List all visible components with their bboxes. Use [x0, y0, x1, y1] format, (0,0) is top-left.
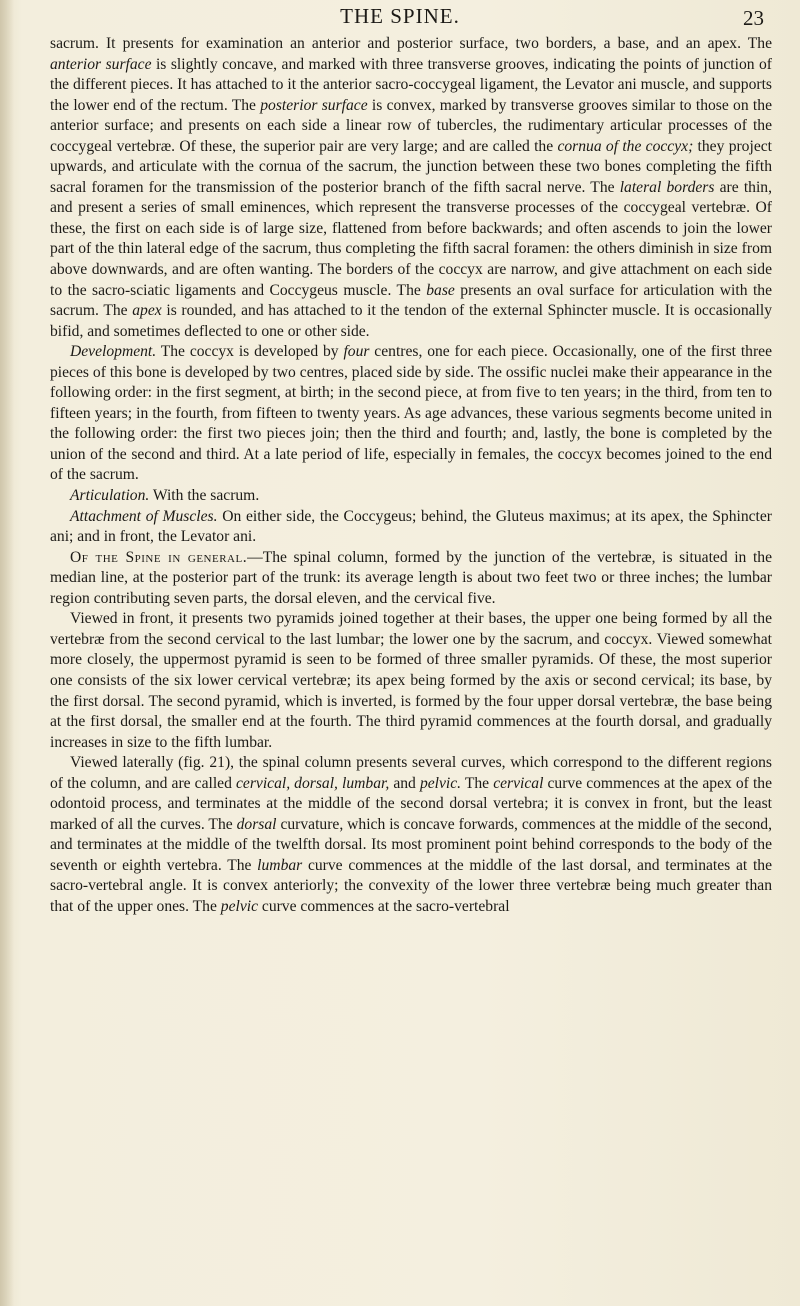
- text-run: curvature, which is concave forwards, commences at the middle of the second, and terminates at the middle of the twelfth dorsal. Its most prominent point behind corresponds to the body of the seventh or eighth vertebra. The: [50, 815, 772, 874]
- text-run: presents an oval surface for articulation with the sacrum. The: [50, 281, 772, 320]
- section-heading: Of the Spine in general.: [70, 548, 248, 566]
- text-run: Viewed in front, it presents two pyramids joined together at their bases, the upper one being formed by all the vertebræ from the second cervical to the last lumbar; the lower one by the sacrum, and coccyx. Viewed somewhat more closely, the uppermost pyramid is seen to be formed of three smaller pyramids. Of these, the most superior one consists of the six lower cervical vertebræ; its apex being formed by the axis or second cervical; its base, by the first dorsal. The second pyramid, which is inverted, is formed by the four upper dorsal vertebræ, the base being at the first dorsal, the smaller end at the fourth. The third pyramid commences at the fourth dorsal, and gradually increases in size to the fifth lumbar.: [50, 610, 772, 751]
- italic-term: cervical: [493, 774, 544, 792]
- paragraph-heading: Development.: [70, 343, 157, 361]
- italic-term: dorsal: [236, 815, 277, 833]
- text-run: Viewed laterally (fig. 21), the spinal column presents several curves, which correspond to the different regions of the column, and are called: [50, 754, 772, 792]
- italic-term: anterior surface: [50, 55, 152, 73]
- text-run: sacrum. It presents for examination an anterior and posterior surface, two borders, a base, and an apex. The: [50, 35, 772, 52]
- italic-term: posterior surface: [260, 96, 368, 114]
- text-run: they project upwards, and articulate with the cornua of the sacrum, the junction between these two bones completing the fifth sacral foramen for the transmission of the posterior branch of the fifth sacral nerve. The: [50, 137, 772, 196]
- italic-term: apex: [132, 302, 162, 320]
- text-run: and: [389, 774, 420, 792]
- italic-term: pelvic: [220, 897, 258, 915]
- text-run: The coccyx is developed by: [156, 343, 344, 361]
- paragraph: [50, 609, 772, 753]
- italic-term: lumbar: [257, 856, 303, 874]
- paragraph: [50, 507, 772, 548]
- paragraph-heading: Articulation.: [70, 487, 150, 505]
- text-run: curve commences at the apex of the odontoid process, and terminates at the middle of the second dorsal vertebra; it is convex in front, but the least marked of all the curves. The: [50, 774, 772, 833]
- paragraph: [50, 548, 772, 610]
- text-run: curve commences at the middle of the last dorsal, and terminates at the sacro-vertebral angle. It is convex anteriorly; the convexity of the lower three vertebræ being much greater than that of the upper ones. The: [50, 856, 772, 915]
- page-number: 23: [743, 6, 764, 30]
- italic-term: base: [426, 281, 455, 299]
- paragraph-heading: Attachment of Muscles.: [70, 507, 218, 525]
- gutter-shadow: [0, 0, 14, 1306]
- paragraph: [50, 486, 772, 507]
- text-run: With the sacrum.: [149, 487, 260, 505]
- text-run: centres, one for each piece. Occasionally, one of the first three pieces of this bone is developed by two centres, placed side by side. The ossific nuclei make their appearance in the following order: in the first segment, at birth; in the second piece, at from five to ten years; in the third, from ten to fifteen years; in the fourth, from fifteen to twenty years. As age advances, these various segments become united in the following order: the first two pieces join; then the third and fourth; and, lastly, the bone is completed by the union of the second and third. At a late period of life, especially in females, the coccyx becomes joined to the end of the sacrum.: [50, 343, 772, 484]
- text-run: curve commences at the sacro-vertebral: [258, 897, 510, 915]
- page-header: [0, 4, 800, 32]
- running-title: THE SPINE.: [340, 4, 460, 28]
- text-run: —The spinal column, formed by the junction of the vertebræ, is situated in the median line, at the posterior part of the trunk: its average length is about two feet two or three inches; the lumbar region contributing seven parts, the dorsal eleven, and the cervical five.: [50, 548, 772, 607]
- text-run: The: [461, 774, 494, 792]
- paragraph: [50, 753, 772, 917]
- text-run: is convex, marked by transverse grooves similar to those on the anterior surface; and presents on each side a linear row of tubercles, the rudimentary articular processes of the coccygeal vertebræ. Of these, the superior pair are very large; and are called the: [50, 96, 772, 155]
- italic-term: cervical, dorsal, lumbar,: [235, 774, 390, 792]
- paragraph: [50, 342, 772, 486]
- text-run: are thin, and present a series of small eminences, which represent the transverse processes of the coccygeal vertebræ. Of these, the first on each side is of large size, flattened from before backwards; and often ascends to join the lower part of the thin lateral edge of the sacrum, thus completing the fifth sacral foramen: the others diminish in size from above downwards, and are often wanting. The borders of the coccyx are narrow, and give attachment on each side to the sacro-sciatic ligaments and Coccygeus muscle. The: [50, 178, 772, 299]
- text-run: is rounded, and has attached to it the tendon of the external Sphincter muscle. It is occasionally bifid, and sometimes deflected to one or other side.: [50, 302, 773, 340]
- text-run: On either side, the Coccygeus; behind, the Gluteus maximus; at its apex, the Sphincter ani; and in front, the Levator ani.: [50, 507, 772, 546]
- italic-term: four: [343, 343, 370, 361]
- italic-term: pelvic.: [419, 774, 462, 792]
- text-run: is slightly concave, and marked with three transverse grooves, indicating the points of junction of the different pieces. It has attached to it the anterior sacro-coccygeal ligament, the Levator ani muscle, and supports the lower end of the rectum. The: [50, 55, 773, 114]
- page-body: [50, 34, 772, 1296]
- italic-term: cornua of the coccyx;: [557, 137, 694, 155]
- paragraph: [50, 34, 772, 342]
- italic-term: lateral borders: [619, 178, 715, 196]
